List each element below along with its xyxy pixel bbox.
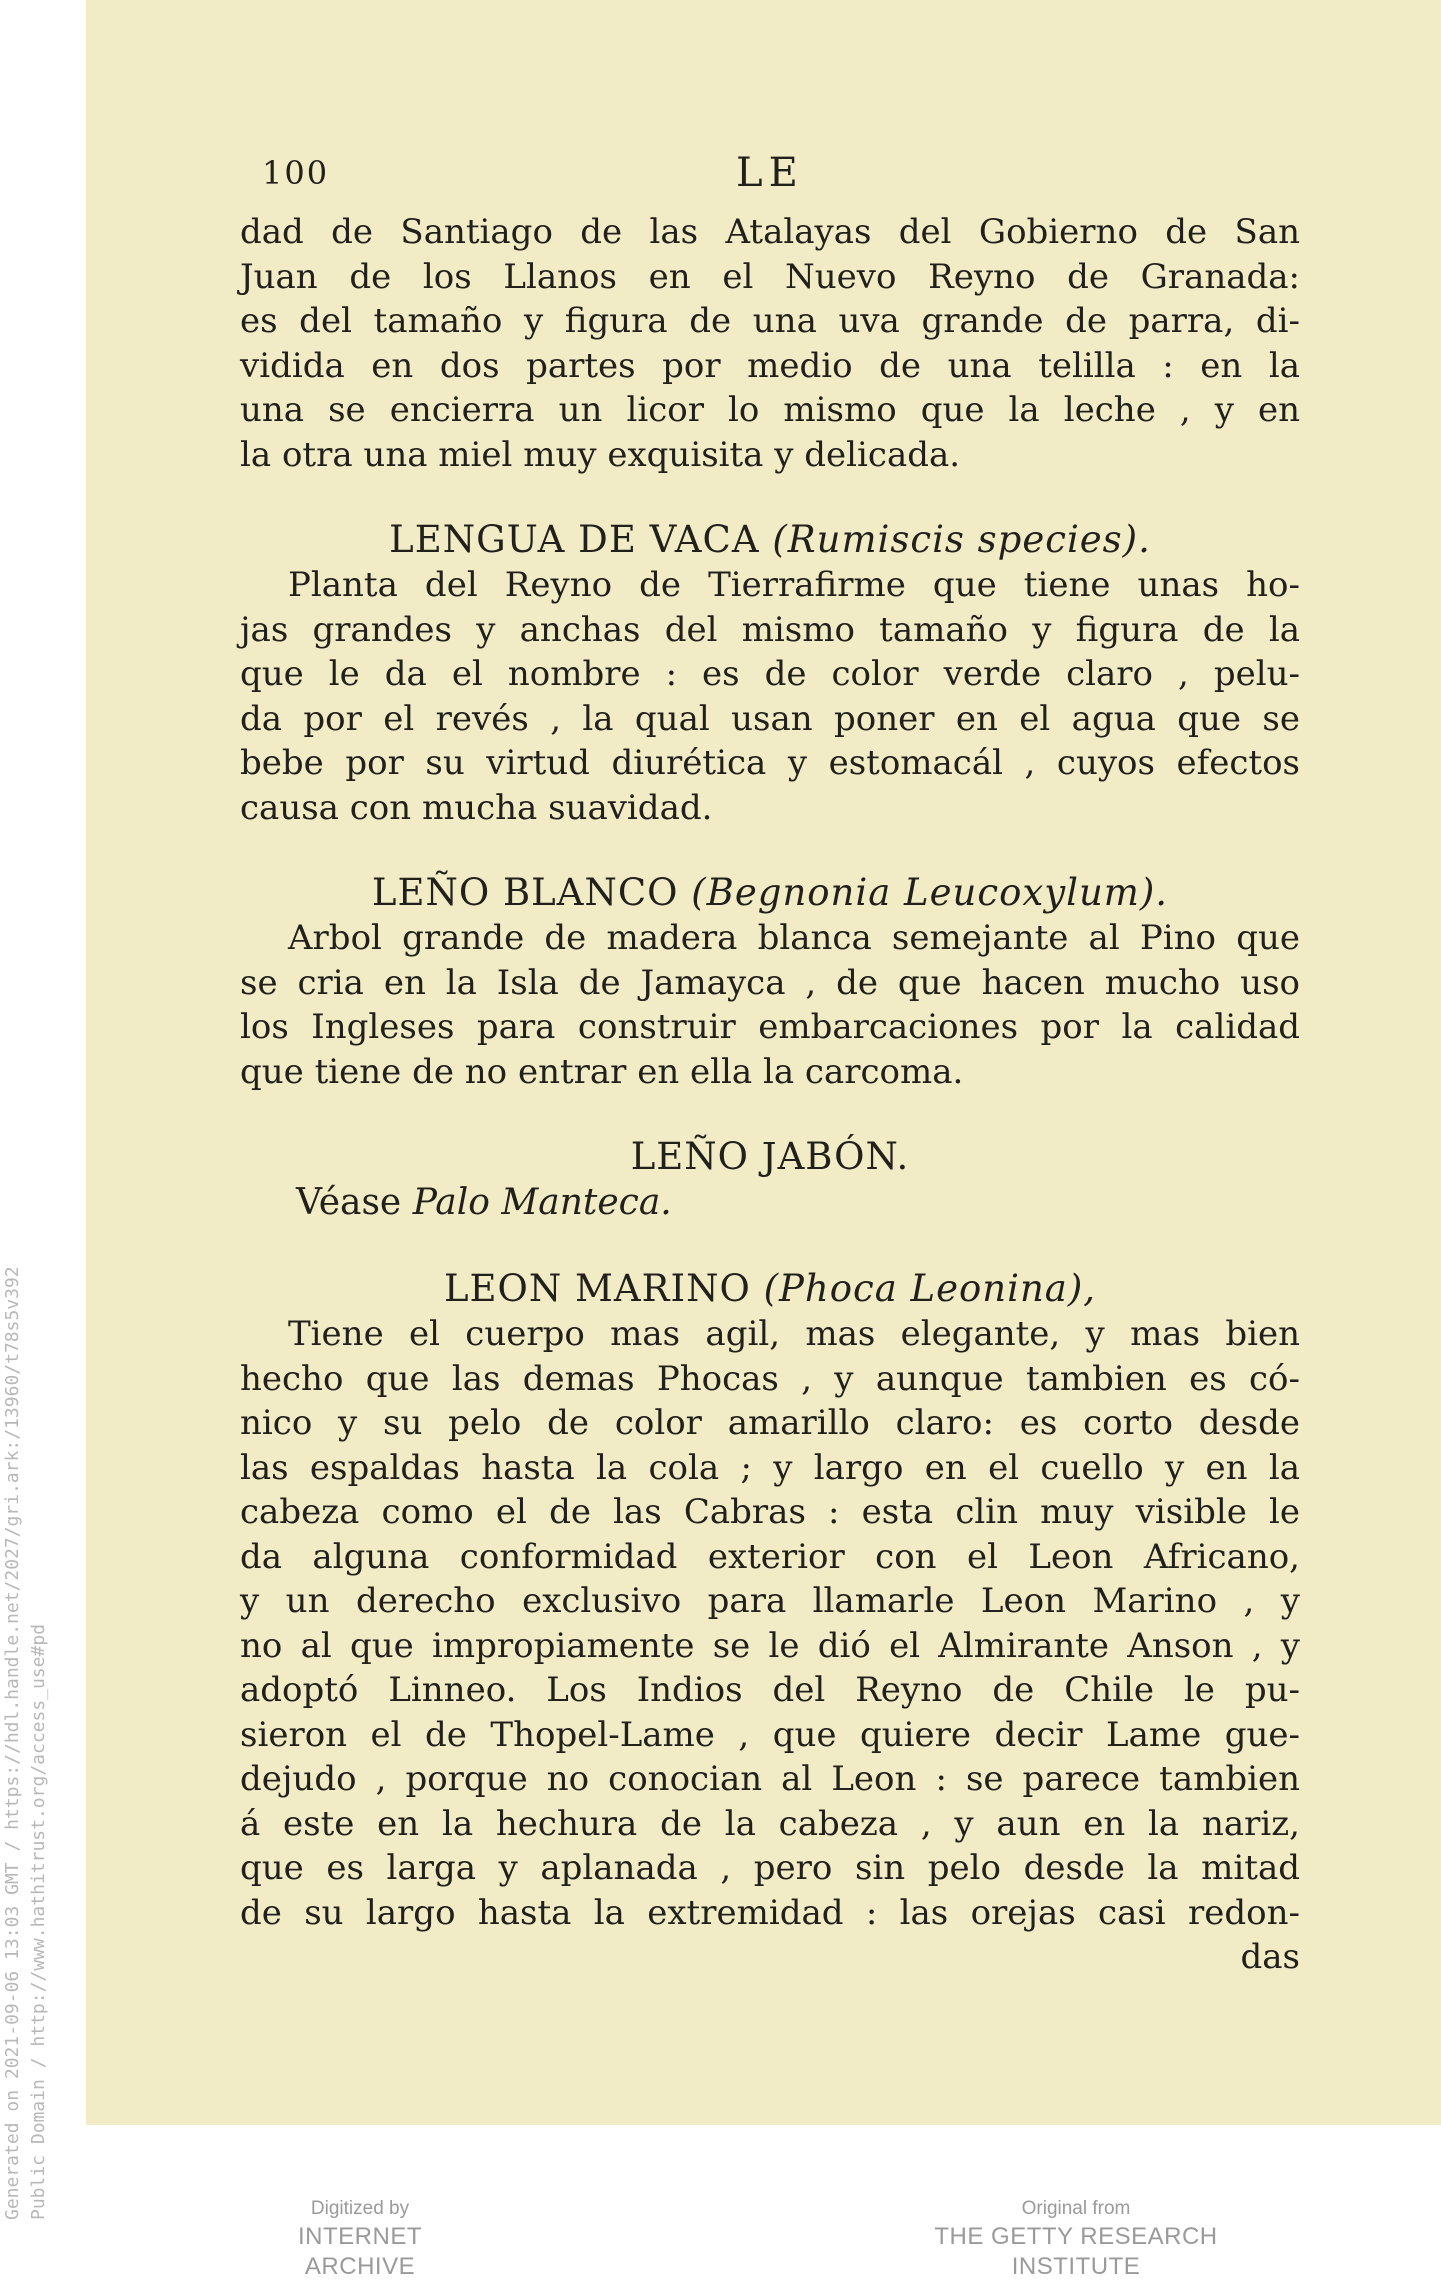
entry-title: LEÑO BLANCO	[371, 871, 679, 914]
text-line: una se encierra un licor lo mismo que la leche , y en	[240, 390, 1300, 430]
text-line: no al que impropiamente se le dió el Almirante Anson , y	[240, 1625, 1300, 1666]
cross-reference	[240, 1180, 1300, 1226]
text-line: da alguna conformidad exterior con el Leon Africano,	[240, 1536, 1300, 1577]
text-line: y un derecho exclusivo para llamarle Leon Marino , y	[240, 1581, 1300, 1621]
text-line: da por el revés , la qual usan poner en el agua que se	[240, 698, 1300, 739]
entry-leon-marino	[240, 1266, 1300, 1980]
page-number: 100	[262, 154, 330, 192]
text-line: se cria en la Isla de Jamayca , de que hacen mucho uso	[240, 962, 1300, 1003]
entry-heading	[240, 1134, 1300, 1180]
text-line: Tiene el cuerpo mas agil, mas elegante, y mas bien	[288, 1314, 1300, 1354]
entry-heading	[240, 517, 1300, 563]
text-line: de su largo hasta la extremidad : las orejas casi redon-	[240, 1892, 1300, 1933]
access-stamp	[0, 1100, 52, 2220]
running-head: LE	[736, 150, 804, 196]
entry-latin-name: (Rumiscis species).	[772, 518, 1151, 561]
entry-latin-name: (Begnonia Leucoxylum).	[691, 871, 1169, 914]
text-line: hecho que las demas Phocas , y aunque tambien es có-	[240, 1358, 1300, 1399]
text-line: cabeza como el de las Cabras : esta clin muy visible le	[240, 1492, 1300, 1532]
text-line: que tiene de no entrar en ella la carcoma.	[240, 1051, 964, 1092]
text-line: Planta del Reyno de Tierrafirme que tiene unas ho-	[288, 565, 1300, 605]
original-from-label: Original from	[1021, 2198, 1131, 2219]
original-from-credit	[886, 2196, 1266, 2282]
see-target: Palo Manteca.	[412, 1182, 672, 1223]
text-line: adoptó Linneo. Los Indios del Reyno de Chile le pu-	[240, 1670, 1300, 1710]
see-label: Véase	[296, 1182, 402, 1223]
text-line: á este en la hechura de la cabeza , y aun en la nariz,	[240, 1803, 1300, 1844]
entry-heading	[240, 870, 1300, 916]
text-line: bebe por su virtud diurética y estomacál , cuyos efectos	[240, 743, 1300, 783]
text-line: sieron el de Thopel-Lame , que quiere decir Lame gue-	[240, 1714, 1300, 1755]
text-line: vidida en dos partes por medio de una telilla : en la	[240, 345, 1300, 386]
page-header	[240, 150, 1300, 210]
text-line: es del tamaño y figura de una uva grande de parra, di-	[240, 301, 1300, 341]
entry-title: LENGUA DE VACA	[389, 518, 760, 561]
entry-title: LEÑO JABÓN.	[630, 1135, 910, 1178]
catchword: das	[1240, 1937, 1300, 1977]
entry-latin-name: (Phoca Leonina),	[763, 1267, 1097, 1310]
text-line: causa con mucha suavidad.	[240, 787, 713, 828]
text-line: Arbol grande de madera blanca semejante al Pino que	[288, 918, 1300, 958]
entry-title: LEON MARINO	[443, 1267, 751, 1310]
digitized-by-credit	[250, 2196, 470, 2282]
text-line: que le da el nombre : es de color verde claro , pelu-	[240, 654, 1300, 694]
text-line: la otra una miel muy exquisita y delicada.	[240, 434, 961, 475]
text-line: dejudo , porque no conocian al Leon : se parece tambien	[240, 1759, 1300, 1799]
text-line: jas grandes y anchas del mismo tamaño y figura de la	[240, 609, 1300, 650]
internet-archive-label: INTERNET ARCHIVE	[298, 2223, 422, 2280]
text-line: que es larga y aplanada , pero sin pelo desde la mitad	[240, 1848, 1300, 1888]
text-line: nico y su pelo de color amarillo claro: es corto desde	[240, 1403, 1300, 1443]
entry-lengua-de-vaca	[240, 517, 1300, 830]
getty-institute-label: THE GETTY RESEARCH INSTITUTE	[934, 2223, 1218, 2280]
page-text	[240, 150, 1300, 1980]
entry-leno-blanco	[240, 870, 1300, 1094]
access-stamp-line-1: Generated on 2021-09-06 13:03 GMT / https://hdl.handle.net/2027/gri.ark:/13960/t78s5v392	[2, 1266, 23, 2220]
entry-leno-jabon	[240, 1134, 1300, 1226]
text-line: dad de Santiago de las Atalayas del Gobierno de San	[240, 212, 1300, 252]
text-line: Juan de los Llanos en el Nuevo Reyno de Granada:	[240, 256, 1300, 297]
digitized-by-label: Digitized by	[310, 2198, 410, 2219]
text-line: las espaldas hasta la cola ; y largo en el cuello y en la	[240, 1447, 1300, 1488]
intro-paragraph	[240, 210, 1300, 477]
access-stamp-line-2: Public Domain / http://www.hathitrust.org/access_use#pd	[28, 1623, 49, 2220]
entry-heading	[240, 1266, 1300, 1312]
text-line: los Ingleses para construir embarcaciones por la calidad	[240, 1007, 1300, 1047]
